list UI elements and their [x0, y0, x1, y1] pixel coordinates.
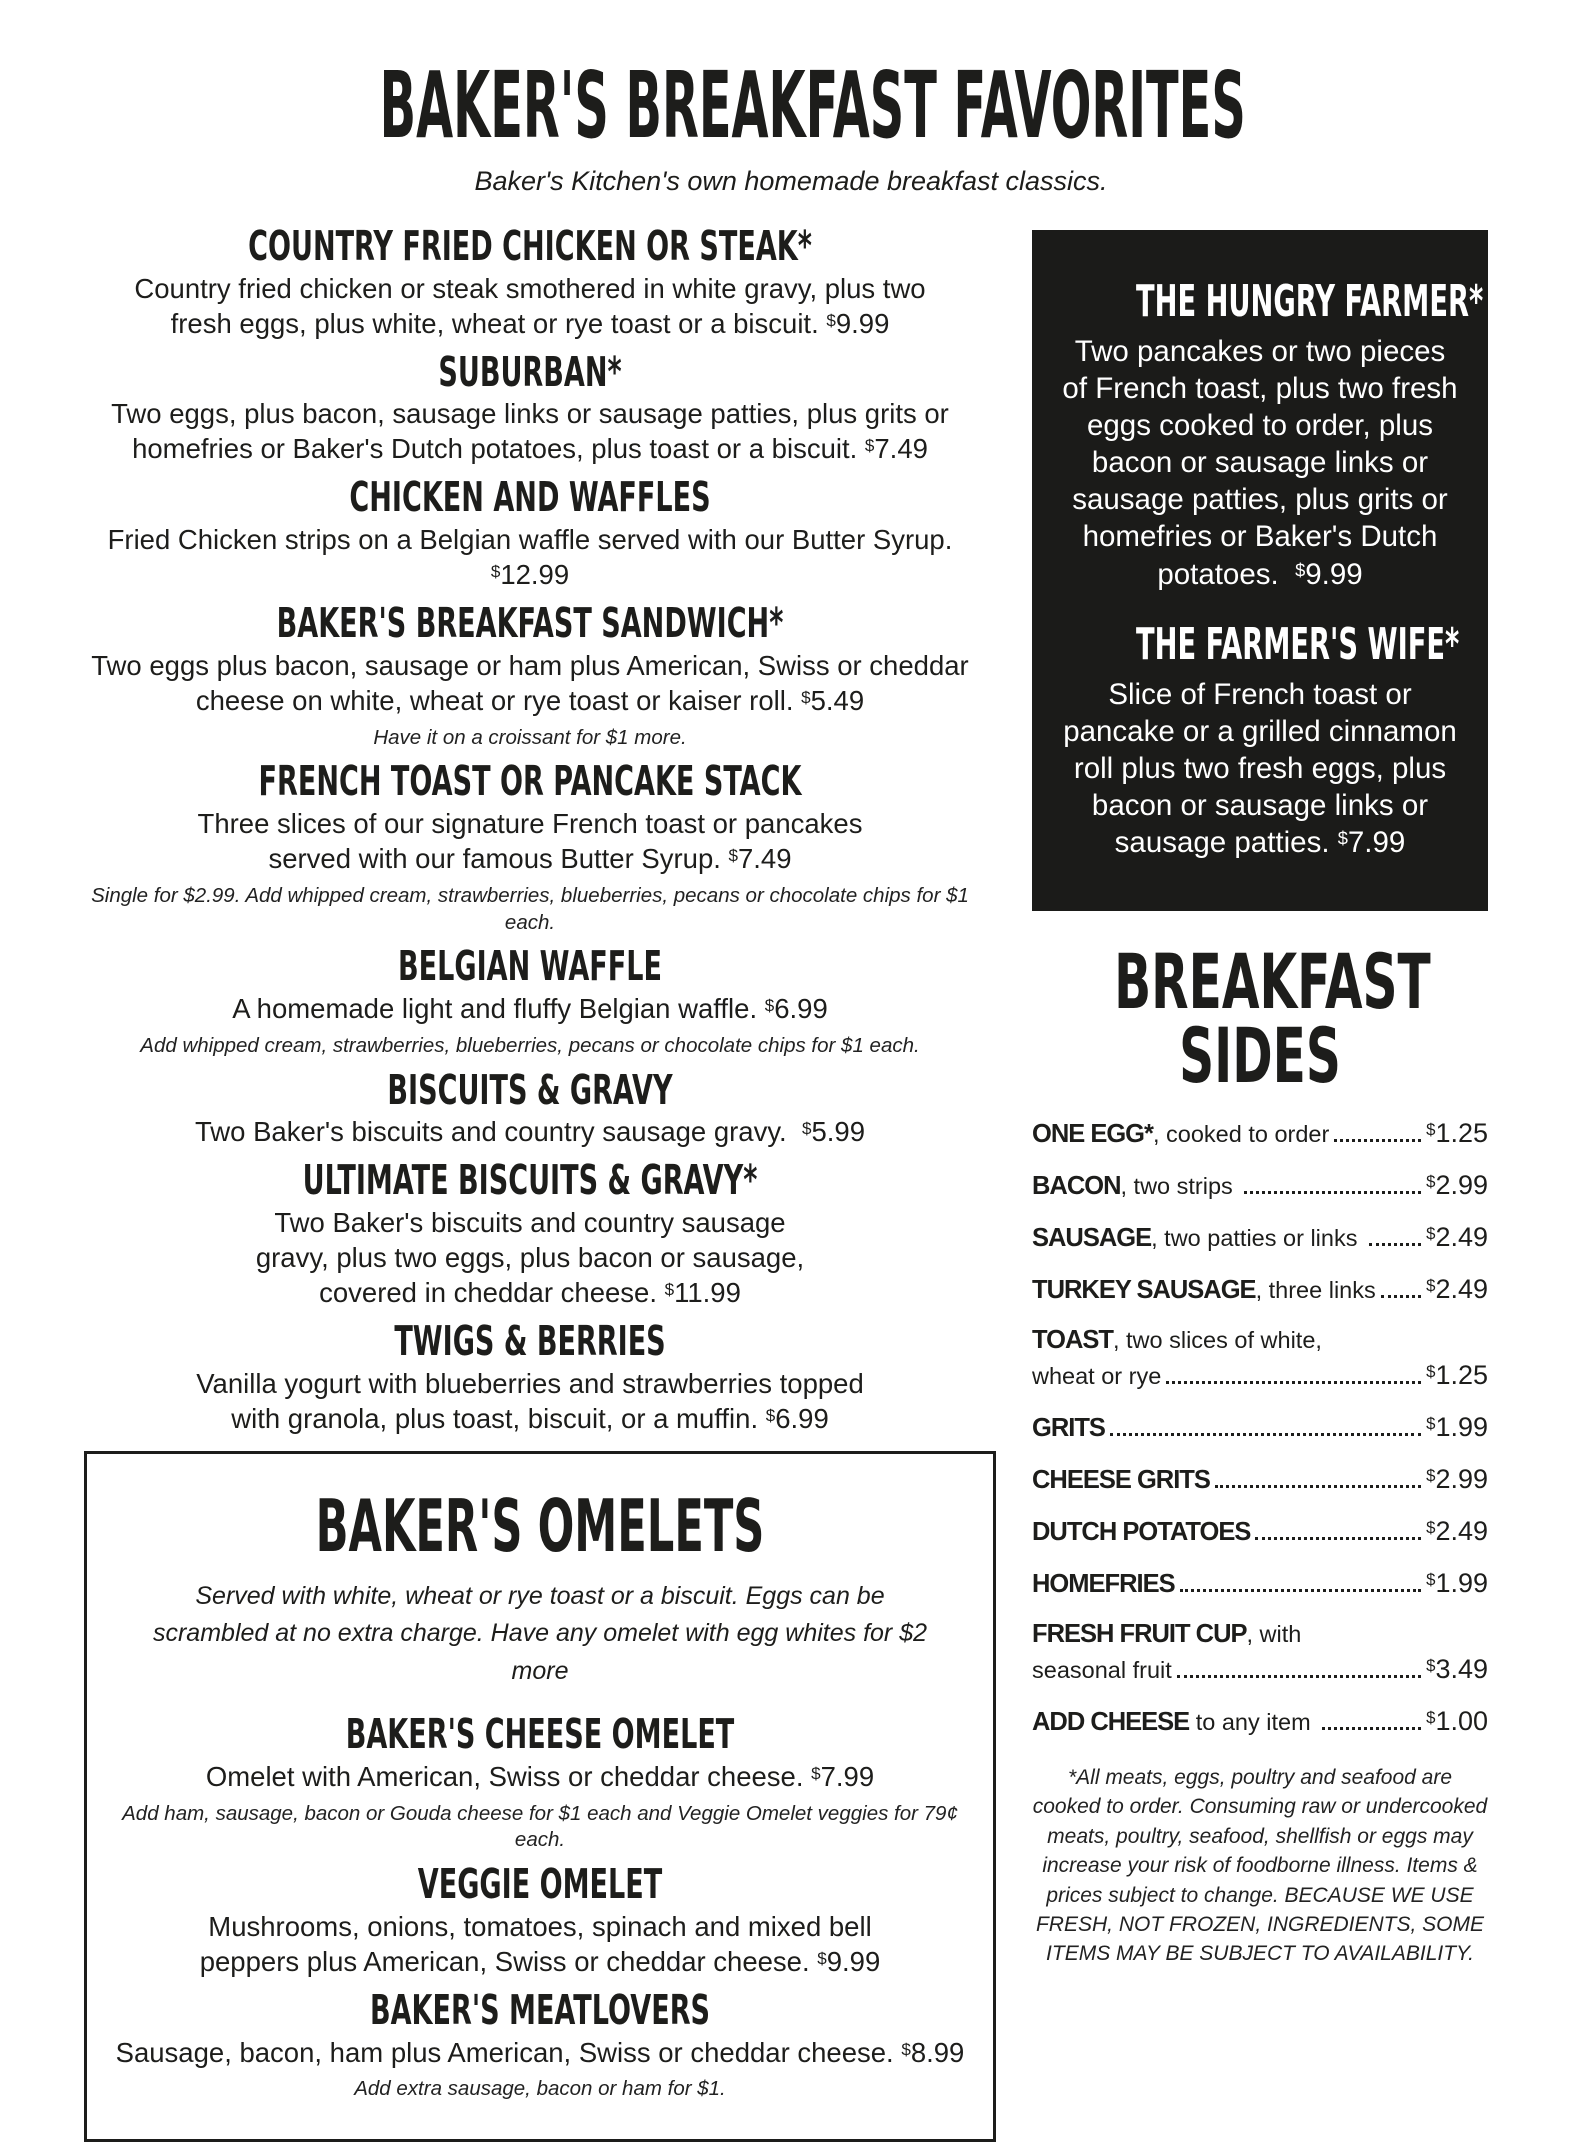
menu-item-price: $12.99 — [490, 559, 570, 591]
menu-item-price: $9.99 — [826, 307, 890, 339]
leader-dots — [1177, 1675, 1421, 1678]
omelets-intro: Served with white, wheat or rye toast or a biscuit. Eggs can be scrambled at no extra charge. Have any omelet with egg whites for $2 more — [152, 1581, 927, 1685]
side-item-desc: to any item — [1189, 1708, 1318, 1735]
side-item-name: ONE EGG* — [1032, 1119, 1153, 1148]
dollar-sign: $ — [1426, 1707, 1436, 1727]
dollar-sign: $ — [864, 436, 875, 456]
side-item — [1032, 1222, 1488, 1253]
leader-dots — [1255, 1537, 1421, 1540]
side-item-name: ADD CHEESE — [1032, 1707, 1190, 1736]
side-item-desc: , three links — [1255, 1276, 1376, 1303]
menu-item-note: Single for $2.99. Add whipped cream, strawberries, blueberries, pecans or chocolate chips for $1 each. — [91, 883, 969, 934]
side-item-desc: , two patties or links — [1151, 1224, 1364, 1251]
leader-dots — [1180, 1589, 1422, 1592]
menu-item-name: BISCUITS & GRAVY — [387, 1065, 673, 1114]
leader-dots — [1369, 1243, 1421, 1246]
special-item-price: $7.99 — [1337, 826, 1406, 860]
menu-item — [70, 757, 990, 936]
side-item-name: TURKEY SAUSAGE — [1032, 1275, 1256, 1304]
special-item-price: $9.99 — [1295, 557, 1363, 591]
menu-item — [70, 473, 990, 593]
menu-item-price: $11.99 — [664, 1276, 741, 1308]
side-item-price: $1.25 — [1426, 1117, 1488, 1148]
menu-item-desc: Country fried chicken or steak smothered in white gravy, plus two fresh eggs, plus white, wheat or rye toast or a biscuit. $9.99 — [134, 272, 926, 339]
side-item-name: DUTCH POTATOES — [1032, 1517, 1251, 1546]
side-item — [1032, 1620, 1488, 1685]
sides-title-line1: BREAKFAST — [1114, 937, 1431, 1026]
leader-dots — [1381, 1295, 1421, 1298]
side-item-price: $2.49 — [1426, 1221, 1488, 1252]
menu-item-desc: Two Baker's biscuits and country sausage gravy. $5.99 — [195, 1116, 865, 1148]
dollar-sign: $ — [1426, 1223, 1436, 1243]
menu-item-price: $5.49 — [801, 684, 865, 716]
sides-title — [1032, 937, 1488, 1101]
dollar-sign: $ — [1426, 1517, 1436, 1537]
leader-dots — [1322, 1727, 1421, 1730]
special-item — [1060, 618, 1460, 862]
side-item-desc-line2: seasonal fruit — [1032, 1656, 1172, 1683]
side-item-price: $2.99 — [1426, 1463, 1488, 1494]
dollar-sign: $ — [1426, 1361, 1436, 1381]
dollar-sign: $ — [1426, 1275, 1436, 1295]
menu-item — [70, 942, 990, 1059]
menu-item-price: $7.49 — [728, 843, 792, 874]
menu-item — [70, 347, 990, 468]
special-item — [1060, 275, 1484, 593]
dollar-sign: $ — [1426, 1119, 1436, 1139]
menu-item-desc: Two Baker's biscuits and country sausage gravy, plus two eggs, plus bacon or sausage, covered in cheddar cheese. $11.99 — [255, 1207, 805, 1308]
menu-item-price: $6.99 — [765, 1402, 829, 1434]
menu-item-desc: Two eggs plus bacon, sausage or ham plus American, Swiss or cheddar cheese on white, wheat or rye toast or kaiser roll. $5.49 — [91, 649, 969, 716]
special-item-desc: Two pancakes or two pieces of French toast, plus two fresh eggs cooked to order, plus bacon or sausage links or sausage patties, plus grits or homefries or Baker's Dutch potatoes. $9.99 — [1062, 334, 1458, 591]
special-item-desc: Slice of French toast or pancake or a grilled cinnamon roll plus two fresh eggs, plus bacon or sausage links or sausage patties. $7.99 — [1063, 677, 1457, 860]
side-item — [1032, 1412, 1488, 1443]
dollar-sign: $ — [728, 845, 738, 865]
side-item — [1032, 1170, 1488, 1201]
dollar-sign: $ — [1426, 1413, 1436, 1433]
menu-item-note: Add extra sausage, bacon or ham for $1. — [354, 2077, 726, 2101]
leader-dots — [1215, 1485, 1421, 1488]
side-item-desc: , with — [1246, 1620, 1302, 1647]
special-item-name: THE HUNGRY FARMER* — [1136, 275, 1484, 327]
omelets-box — [84, 1451, 996, 2142]
side-item-name: FRESH FRUIT CUP — [1032, 1619, 1247, 1648]
side-item-desc: , two slices of white, — [1112, 1326, 1322, 1353]
menu-item-name: TWIGS & BERRIES — [394, 1316, 666, 1365]
dollar-sign: $ — [1426, 1465, 1436, 1485]
menu-item — [111, 1860, 969, 1980]
side-item — [1032, 1464, 1488, 1495]
dollar-sign: $ — [1337, 827, 1348, 849]
menu-item-name: BAKER'S MEATLOVERS — [369, 1985, 711, 2034]
menu-item-desc: Two eggs, plus bacon, sausage links or sausage patties, plus grits or homefries or Baker's Dutch potatoes, plus toast or a biscuit. $7.49 — [111, 398, 949, 465]
leader-dots — [1166, 1381, 1421, 1384]
side-item-price: $1.99 — [1426, 1567, 1488, 1598]
side-item-price: $1.00 — [1426, 1705, 1488, 1736]
dollar-sign: $ — [765, 1405, 776, 1425]
menu-item-desc: Mushrooms, onions, tomatoes, spinach and mixed bell peppers plus American, Swiss or cheddar cheese. $9.99 — [199, 1910, 881, 1977]
side-item-price: $3.49 — [1426, 1653, 1488, 1684]
menu-item-note: Add whipped cream, strawberries, blueberries, pecans or chocolate chips for $1 each. — [140, 1033, 920, 1057]
menu-item — [111, 1985, 969, 2103]
menu-item-price: $8.99 — [901, 2036, 965, 2068]
menu-item-price: $7.99 — [811, 1760, 875, 1792]
side-item — [1032, 1516, 1488, 1547]
side-item-price: $2.99 — [1426, 1169, 1488, 1200]
side-item — [1032, 1118, 1488, 1149]
dollar-sign: $ — [764, 995, 775, 1015]
dollar-sign: $ — [801, 687, 811, 707]
leader-dots — [1244, 1191, 1421, 1194]
header — [0, 52, 1582, 197]
menu-item-note: Add ham, sausage, bacon or Gouda cheese for $1 each and Veggie Omelet veggies for 79¢ each. — [122, 1801, 958, 1852]
page-title: BAKER'S BREAKFAST FAVORITES — [379, 52, 1246, 159]
page-subtitle: Baker's Kitchen's own homemade breakfast classics. — [474, 166, 1108, 196]
side-item — [1032, 1568, 1488, 1599]
side-item — [1032, 1274, 1488, 1305]
side-item-name: HOMEFRIES — [1032, 1569, 1175, 1598]
menu-item-desc: Fried Chicken strips on a Belgian waffle served with our Butter Syrup. $12.99 — [107, 524, 953, 591]
dollar-sign: $ — [901, 2039, 911, 2059]
menu-item-note: Have it on a croissant for $1 more. — [373, 725, 687, 749]
menu-item-name: COUNTRY FRIED CHICKEN OR STEAK* — [248, 222, 812, 270]
menu-item-price: $5.99 — [801, 1116, 865, 1148]
side-item-name: GRITS — [1032, 1413, 1105, 1442]
side-item-desc: , two strips — [1120, 1172, 1240, 1199]
leader-dots — [1334, 1139, 1421, 1142]
side-item-price: $2.49 — [1426, 1515, 1488, 1546]
menu-item-desc: Vanilla yogurt with blueberries and strawberries topped with granola, plus toast, biscuit, or a muffin. $6.99 — [196, 1367, 864, 1434]
dollar-sign: $ — [1426, 1655, 1436, 1675]
menu-item-desc: Omelet with American, Swiss or cheddar cheese. $7.99 — [205, 1760, 875, 1792]
dollar-sign: $ — [490, 561, 501, 581]
side-item-desc-line2: wheat or rye — [1032, 1362, 1162, 1389]
menu-item-price: $7.49 — [864, 433, 928, 465]
dollar-sign: $ — [826, 310, 836, 330]
leader-dots — [1110, 1433, 1421, 1436]
menu-item-price: $9.99 — [817, 1945, 881, 1977]
footnote: *All meats, eggs, poultry and seafood are cooked to order. Consuming raw or undercooked meats, poultry, seafood, shellfish or eggs may increase your risk of foodborne illness. Items & prices subject to change. BECAUSE WE USE FRESH, NOT FROZEN, INGREDIENTS, SOME ITEMS MAY BE SUBJECT TO AVAILABILITY. — [1032, 1765, 1488, 1966]
dollar-sign: $ — [1426, 1569, 1436, 1589]
dollar-sign: $ — [1295, 558, 1306, 580]
dollar-sign: $ — [664, 1279, 675, 1299]
menu-item-name: ULTIMATE BISCUITS & GRAVY* — [302, 1156, 758, 1205]
side-item — [1032, 1326, 1488, 1391]
menu-item — [111, 1710, 969, 1854]
dollar-sign: $ — [1426, 1171, 1436, 1191]
side-item-name: TOAST — [1032, 1325, 1113, 1354]
menu-item-name: SUBURBAN* — [438, 347, 622, 396]
sides-list — [1032, 1118, 1488, 1737]
menu-item-desc: Three slices of our signature French toast or pancakes served with our famous Butter Syrup. $7.49 — [197, 808, 863, 874]
favorites-section — [70, 222, 990, 2142]
side-item-name: CHEESE GRITS — [1032, 1465, 1210, 1494]
side-item — [1032, 1706, 1488, 1737]
menu-item — [70, 598, 990, 751]
menu-item — [70, 1316, 990, 1437]
menu-item-name: BAKER'S CHEESE OMELET — [345, 1710, 735, 1759]
side-item-name: SAUSAGE — [1032, 1223, 1152, 1252]
menu-item-price: $6.99 — [764, 993, 828, 1025]
omelets-title: BAKER'S OMELETS — [315, 1483, 765, 1568]
side-item-price: $1.99 — [1426, 1411, 1488, 1442]
dollar-sign: $ — [801, 1119, 812, 1139]
menu-item-desc: A homemade light and fluffy Belgian waffle. $6.99 — [232, 993, 828, 1025]
side-item-price: $2.49 — [1426, 1273, 1488, 1304]
menu-item — [70, 1156, 990, 1311]
menu-item-name: VEGGIE OMELET — [417, 1860, 663, 1909]
menu-item-name: FRENCH TOAST OR PANCAKE STACK — [258, 757, 802, 806]
menu-item — [70, 222, 990, 342]
side-item-desc: , cooked to order — [1152, 1120, 1330, 1147]
menu-item — [70, 1065, 990, 1151]
dollar-sign: $ — [817, 1948, 827, 1968]
menu-item-name: CHICKEN AND WAFFLES — [349, 473, 711, 522]
menu-item-name: BAKER'S BREAKFAST SANDWICH* — [276, 598, 784, 647]
menu-item-desc: Sausage, bacon, ham plus American, Swiss or cheddar cheese. $8.99 — [115, 2036, 965, 2068]
menu-item-name: BELGIAN WAFFLE — [398, 942, 662, 991]
right-column — [1032, 230, 1488, 1969]
specials-panel — [1032, 230, 1488, 911]
side-item-price: $1.25 — [1426, 1359, 1488, 1390]
sides-title-line2: SIDES — [1179, 1011, 1341, 1101]
dollar-sign: $ — [811, 1763, 821, 1783]
side-item-name: BACON — [1032, 1171, 1121, 1200]
special-item-name: THE FARMER'S WIFE* — [1136, 618, 1460, 670]
